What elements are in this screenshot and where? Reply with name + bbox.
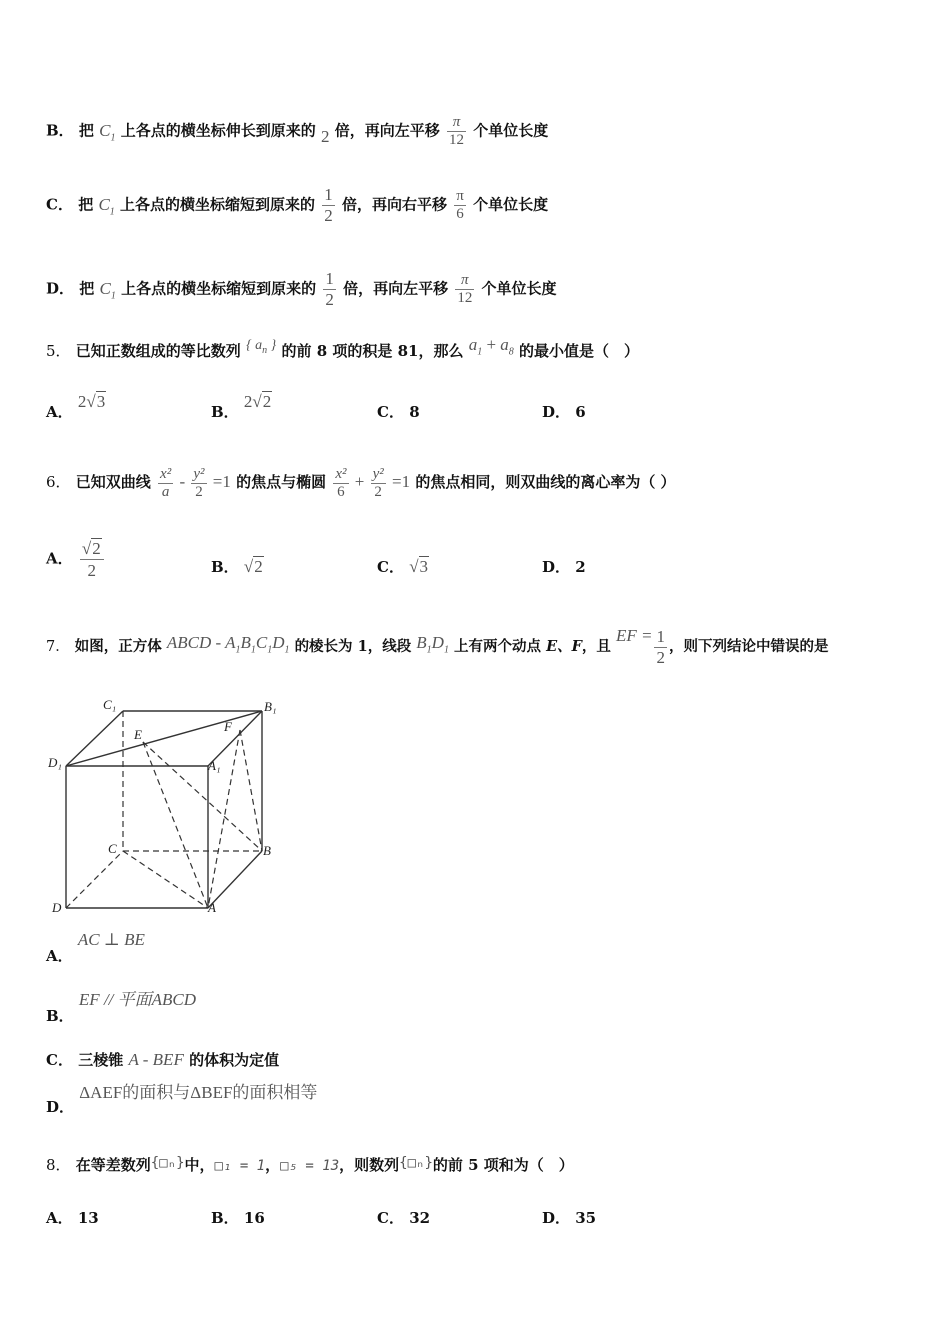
fraction-factor: $\frac{1}{2}$ [325,269,334,309]
q5-stem [46,335,640,368]
option-text: 个单位长度 [473,195,549,214]
math-points: E、F [546,638,582,655]
math-radical: 2√3 [77,392,106,411]
diagonal-c-a [123,851,208,908]
q7-option-a[interactable] [46,930,145,965]
math-cube: ABCD - $A_1B_1C_1D_1$ [166,633,290,656]
question-number: 5． [46,342,71,360]
q6-option-c[interactable] [377,556,429,577]
label-f: F [224,719,232,734]
option-label: C． [46,1051,73,1069]
q5-option-b[interactable] [211,392,272,422]
q4-option-d [46,269,557,310]
math-sequence: {□ₙ} [399,1155,433,1171]
fraction-shift: $\frac{\pi}{12}$ [457,272,473,306]
q8-option-b[interactable] [211,1207,265,1228]
label-c1: C₁ [103,697,117,712]
q8-option-a[interactable] [46,1207,99,1228]
option-math: ΔAEF的面积与ΔBEF的面积相等 [79,1083,318,1102]
option-text: 个单位长度 [473,121,549,140]
option-value: 8 [409,403,420,421]
label-e: E [134,727,142,742]
option-value: 13 [77,1209,99,1227]
math-equals: =1 [208,472,231,491]
option-value: 35 [575,1209,597,1227]
question-text: ，且 [581,638,611,655]
fraction-hyperbola-y: $\frac{\text{y²}}{2}$ [193,465,205,500]
option-text: 的体积为定值 [189,1051,280,1069]
label-c: C [108,841,117,856]
fraction-shift: $\frac{\pi}{12}$ [448,114,464,148]
option-label: A． [46,1209,73,1227]
option-math: A - BEF [128,1050,184,1069]
question-text: 的焦点相同，则双曲线的离心率为（ ） [415,473,676,491]
option-label: C． [46,195,73,214]
option-text: 上各点的横坐标缩短到原来的 [120,195,316,214]
segment-f-a [208,730,240,908]
question-number: 6． [46,473,71,491]
cube-figure [48,697,280,919]
math-radical: √3 [409,557,429,576]
math-sequence: {□ₙ} [150,1155,185,1171]
segment-e-b [143,742,262,851]
question-text: 的前 8 项的积是 81，那么 [281,342,464,360]
math-c1: $C_1$ [99,120,116,143]
option-text: 三棱锥 [78,1051,124,1069]
q8-stem [46,1155,574,1176]
option-label: A． [46,947,73,965]
option-label: C． [377,403,404,421]
option-label: B． [211,403,239,421]
fraction-factor: $\frac{1}{2}$ [324,185,333,225]
option-label: D． [46,279,75,298]
q6-option-b[interactable] [211,556,264,577]
question-text: 已知双曲线 [75,473,151,491]
option-text: 个单位长度 [481,279,557,298]
option-text: 上各点的横坐标伸长到原来的 [120,121,316,140]
option-label: A． [46,549,73,568]
q6-stem [46,462,676,502]
question-text: 上有两个动点 [454,638,541,655]
q7-option-d[interactable] [46,1083,318,1116]
option-label: B． [211,1209,239,1227]
option-value: 6 [575,403,586,421]
option-value: 2 [575,558,586,576]
option-label: B． [46,121,74,140]
edge-b-a [208,851,262,908]
q4-option-b [46,114,548,149]
option-value: 16 [243,1209,265,1227]
question-text: 中， [184,1156,215,1174]
math-c1: $C_1$ [98,194,115,217]
question-text: 的前 5 项和为（ ） [432,1156,574,1174]
q8-option-d[interactable] [542,1207,596,1228]
fraction-shift: $\frac{\pi}{6}$ [456,188,464,222]
q7-option-c[interactable] [46,1049,279,1070]
option-label: B． [46,1007,74,1025]
option-label: C． [377,558,404,576]
question-number: 7． [46,639,70,655]
question-text: 在等差数列 [75,1156,151,1174]
option-label: C． [377,1209,404,1227]
q6-option-d[interactable] [542,556,586,577]
fraction-answer: $\frac{√2}{2}$ [80,538,104,581]
option-text: 倍，再向左平移 [343,279,449,298]
fraction-hyperbola-x: $\frac{\text{x²}}{a}$ [160,465,172,500]
q8-option-c[interactable] [377,1207,430,1228]
question-text: 的棱长为 1，线段 [294,638,412,655]
q6-option-a[interactable] [46,538,106,581]
option-text: 上各点的横坐标缩短到原来的 [121,279,317,298]
question-text: ，则下列结论中错误的是 [668,638,829,655]
math-equals: =1 [387,472,411,491]
question-text: ， [265,1156,281,1174]
math-ef: EF = [615,626,653,645]
math-expression: $a_1 + a_8$ [468,335,514,358]
question-text: 的焦点与椭圆 [236,473,327,491]
math-factor: 2 [321,126,330,146]
math-radical: √2 [243,557,263,576]
option-text: 把 [78,195,94,214]
option-label: D． [542,558,571,576]
fraction-ellipse-y: $\frac{\text{y²}}{2}$ [372,465,384,500]
option-math: EF // 平面ABCD [78,990,197,1009]
label-b: B [263,843,271,858]
q4-option-c [46,185,548,226]
segment-e-a [143,742,208,908]
label-a: A [208,900,216,915]
math-segment: $B_1D_1$ [416,633,449,656]
option-text: 把 [79,279,95,298]
segment-f-b [240,730,262,851]
option-text: 把 [78,121,94,140]
option-math: AC ⊥ BE [77,930,145,949]
label-d: D [52,900,62,915]
math-condition: □₅ = 13 [280,1158,340,1174]
q7-stem [46,624,828,675]
question-text: 的最小值是（ ） [519,342,640,360]
question-text: 如图，正方体 [74,638,162,655]
math-sequence: { $a_n$ } [246,338,277,356]
label-a1: A₁ [208,758,221,773]
question-text: 已知正数组成的等比数列 [75,342,241,360]
option-label: D． [542,403,571,421]
math-operator: - [175,472,190,491]
option-label: D． [46,1098,75,1116]
option-label: B． [211,558,239,576]
q5-option-a[interactable] [46,392,106,422]
fraction-half: $\frac{1}{2}$ [656,626,665,667]
question-number: 8． [46,1156,71,1174]
q5-option-d[interactable] [542,401,586,422]
option-text: 倍，再向左平移 [334,121,440,140]
option-text: 倍，再向右平移 [342,195,448,214]
label-b1: B₁ [264,699,277,714]
math-condition: □₁ = 1 [214,1158,266,1174]
math-operator: + [350,472,369,491]
math-radical: 2√2 [243,392,272,411]
option-label: A． [46,403,73,421]
label-d1: D₁ [48,755,62,770]
math-c1: $C_1$ [99,278,116,301]
q5-option-c[interactable] [377,401,420,422]
q7-option-b[interactable] [46,990,197,1025]
option-label: D． [542,1209,571,1227]
fraction-ellipse-x: $\frac{\text{x²}}{6}$ [335,465,347,500]
question-text: ，则数列 [339,1156,400,1174]
option-value: 32 [409,1209,431,1227]
edge-d-c [66,851,123,908]
